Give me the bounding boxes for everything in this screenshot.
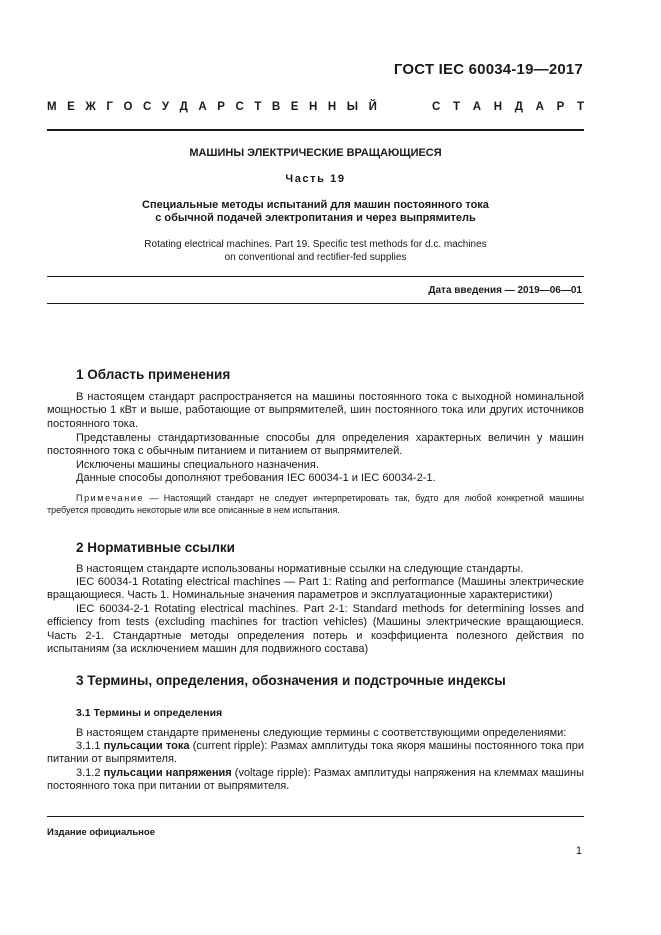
term-3-1-2-definition: (voltage ripple): Размах амплитуды напряжения на клеммах машины постоянного тока при питании от выпрямителя. [47,767,584,793]
section-3-paragraph-1: В настоящем стандарте применены следующие термины с соответствующими определениями: [76,727,567,739]
banner-letter: Д [179,101,188,113]
banner-letter: М [47,101,57,113]
subsection-3-1-heading: 3.1 Термины и определения [76,707,223,719]
standard-banner [47,101,584,113]
part-label: Часть 19 [285,173,346,185]
banner-letter: С [142,101,152,113]
banner-letter: В [271,101,281,113]
banner-word-standard [432,101,584,113]
section-2-reference-1: IEC 60034-1 Rotating electrical machines — Part 1: Rating and performance (Машины электрические вращающиеся. Часть 1. Номинальные значения параметров и эксплуатационные характеристики) [47,576,584,602]
term-3-1-2 [47,767,584,794]
banner-letter: Г [106,101,113,113]
term-3-1-2-number: 3.1.2 [76,767,104,779]
official-edition-label: Издание официальное [47,827,155,838]
banner-letter: Н [493,101,503,113]
page-number: 1 [575,845,582,857]
banner-letter: Т [453,101,461,113]
section-1-paragraph-2: Представлены стандартизованные способы для определения характерных величин у машин постоянного тока с обычным питанием и питанием от выпрямителей. [47,432,584,458]
banner-letter: Д [514,101,523,113]
banner-letter: О [123,101,133,113]
banner-letter: Ж [85,101,96,113]
term-3-1-1-definition: (current ripple): Размах амплитуды тока якоря машины постоянного тока при питании от выпрямителя. [47,740,584,766]
english-title-line-1: Rotating electrical machines. Part 19. Specific test methods for d.c. machines [144,239,487,250]
banner-letter: Т [576,101,584,113]
introduction-date: Дата введения — 2019—06—01 [428,285,582,296]
standard-number: ГОСТ IEC 60034-19—2017 [393,61,583,78]
document-title: МАШИНЫ ЭЛЕКТРИЧЕСКИЕ ВРАЩАЮЩИЕСЯ [189,147,442,159]
section-1-paragraph-4: Данные способы дополняют требования IEC 60034-1 и IEC 60034-2-1. [76,472,436,484]
note-text: — Настоящий стандарт не следует интерпретировать так, будто для любой конкретной машины требуется проводить некоторые или все описанные в нем испытания. [47,493,584,515]
section-1-paragraph-3: Исключены машины специального назначения. [76,459,319,471]
english-title-line-2: on conventional and rectifier-fed supplies [224,251,407,263]
banner-letter: Й [368,101,377,113]
document-subtitle [47,199,584,225]
term-3-1-2-term: пульсации напряжения [103,767,232,779]
term-3-1-1 [47,740,584,767]
section-3-heading: 3 Термины, определения, обозначения и подстрочные индексы [76,673,506,688]
section-2-paragraph-1: В настоящем стандарте использованы нормативные ссылки на следующие стандарты. [76,563,524,575]
note-label: Примечание [76,493,145,503]
footer-rule [47,816,584,817]
banner-letter: А [535,101,544,113]
banner-letter: У [161,101,169,113]
banner-letter: А [198,101,207,113]
banner-letter: Н [327,101,337,113]
banner-word-interstate [47,101,377,113]
banner-letter: А [472,101,482,113]
banner-letter: Е [67,101,75,113]
banner-letter: С [235,101,244,113]
section-2-reference-2: IEC 60034-2-1 Rotating electrical machines. Part 2-1: Standard methods for determining losses and efficiency from tests (excluding machines for traction vehicles) (Машины электрические вращающиеся. Часть 2-1. Стандартные методы определения потерь и коэффициента полезного действия по испытаниям (за исключением машин для подвижного состава) [47,603,584,656]
section-1-heading: 1 Область применения [76,367,231,382]
section-1-note [47,492,584,516]
header-rule [47,129,584,131]
term-3-1-1-number: 3.1.1 [76,740,104,752]
english-title [47,239,584,264]
subtitle-line-2: с обычной подачей электропитания и через выпрямитель [155,212,476,224]
section-1-paragraph-1: В настоящем стандарт распространяется на машины постоянного тока с выходной номинальной мощностью 1 кВт и выше, работающие от выпрямителей, шин постоянного тока или других источников постоянного тока. [47,391,584,430]
banner-letter: Ы [346,101,359,113]
banner-letter: Т [254,101,262,113]
banner-letter: С [432,101,441,113]
banner-letter: Р [217,101,225,113]
title-rule-bottom [47,303,584,304]
banner-letter: Е [290,101,299,113]
title-rule-top [47,276,584,277]
section-2-heading: 2 Нормативные ссылки [76,540,235,555]
term-3-1-1-term: пульсации тока [103,740,190,752]
subtitle-line-1: Специальные методы испытаний для машин постоянного тока [142,199,489,211]
banner-letter: Н [309,101,318,113]
banner-letter: Р [556,101,565,113]
